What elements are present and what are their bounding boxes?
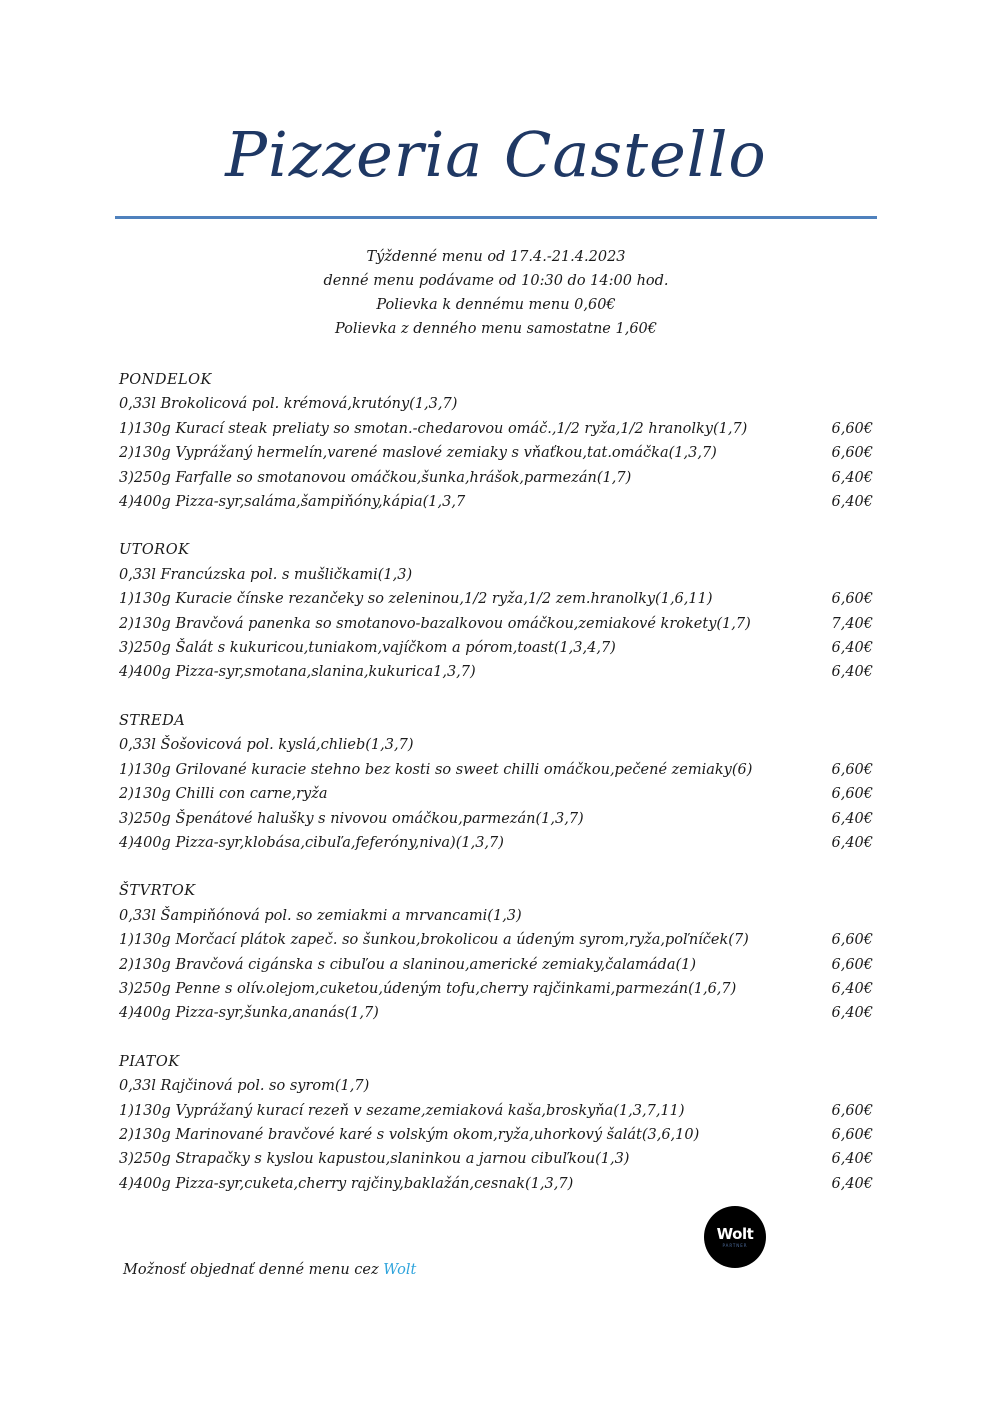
menu-item-text: 1)130g Grilované kuracie stehno bez kosti so sweet chilli omáčkou,pečené zemiaky(6) (119, 761, 753, 778)
day-name: STREDA (119, 712, 186, 729)
day-section-wednesday (119, 709, 879, 855)
menu-item-price: 6,40€ (831, 1151, 873, 1168)
menu-item-text: 2)130g Bravčová panenka so smotanovo-bazalkovou omáčkou,zemiakové krokety(1,7) (119, 615, 751, 632)
intro-line-soup-price: Polievka k dennému menu 0,60€ (376, 297, 616, 313)
menu-item (119, 928, 879, 952)
menu-item-text: 1)130g Vyprážaný kurací rezeň v sezame,zemiaková kaša,broskyňa(1,3,7,11) (119, 1102, 685, 1119)
menu-item (119, 466, 879, 490)
menu-item (119, 490, 879, 514)
restaurant-title: Pizzeria Castello (225, 118, 767, 191)
menu-item-price: 6,60€ (831, 1126, 873, 1143)
menu-item (119, 1123, 879, 1147)
menu-item-price: 6,40€ (831, 810, 873, 827)
menu-item-price: 7,40€ (831, 615, 873, 632)
intro-line-soup-standalone: Polievka z denného menu samostatne 1,60€ (335, 321, 657, 337)
menu-item-price: 6,60€ (831, 956, 873, 973)
menu-item-price: 6,60€ (831, 591, 873, 608)
day-soup: 0,33l Brokolicová pol. krémová,krutóny(1,3,7) (119, 396, 458, 413)
menu-item-price: 6,40€ (831, 664, 873, 681)
wolt-link[interactable]: Wolt (383, 1262, 417, 1278)
menu-item (119, 587, 879, 611)
menu-item-text: 4)400g Pizza-syr,klobása,cibuľa,feferóny,niva)(1,3,7) (119, 834, 504, 851)
menu-item (119, 831, 879, 855)
menu-intro (0, 245, 992, 341)
menu-item (119, 417, 879, 441)
menu-item-price: 6,60€ (831, 445, 873, 462)
footer-text: Možnosť objednať denné menu cez (123, 1262, 384, 1278)
intro-line-hours: denné menu podávame od 10:30 do 14:00 hod. (323, 273, 669, 289)
menu-item (119, 660, 879, 684)
day-name: ŠTVRTOK (119, 883, 196, 900)
menu-item-text: 2)130g Vyprážaný hermelín,varené maslové zemiaky s vňaťkou,tat.omáčka(1,3,7) (119, 445, 717, 462)
menu-item-text: 2)130g Chilli con carne,ryža (119, 786, 328, 803)
intro-line-week: Týždenné menu od 17.4.-21.4.2023 (366, 249, 626, 265)
title-divider (115, 216, 877, 219)
menu-item (119, 1001, 879, 1025)
menu-item-price: 6,40€ (831, 1175, 873, 1192)
menu-item-text: 1)130g Kuracie čínske rezančeky so zeleninou,1/2 ryža,1/2 zem.hranolky(1,6,11) (119, 591, 713, 608)
menu-item (119, 782, 879, 806)
menu-item (119, 758, 879, 782)
menu-item-text: 3)250g Šalát s kukuricou,tuniakom,vajíčkom a pórom,toast(1,3,4,7) (119, 640, 616, 657)
day-soup: 0,33l Rajčinová pol. so syrom(1,7) (119, 1078, 370, 1095)
menu-item-price: 6,60€ (831, 786, 873, 803)
menu-item-text: 4)400g Pizza-syr,šunka,ananás(1,7) (119, 1005, 379, 1022)
day-section-thursday (119, 879, 879, 1025)
menu-item-text: 3)250g Farfalle so smotanovou omáčkou,šunka,hrášok,parmezán(1,7) (119, 469, 632, 486)
menu-item-price: 6,40€ (831, 980, 873, 997)
menu-item-price: 6,60€ (831, 1102, 873, 1119)
wolt-partner-logo[interactable] (704, 1206, 766, 1268)
menu-item (119, 977, 879, 1001)
weekly-menu (119, 368, 879, 1220)
day-section-monday (119, 368, 879, 514)
menu-item-text: 1)130g Kurací steak preliaty so smotan.-chedarovou omáč.,1/2 ryža,1/2 hranolky(1,7) (119, 420, 748, 437)
menu-item-text: 2)130g Marinované bravčové karé s volským okom,ryža,uhorkový šalát(3,6,10) (119, 1126, 700, 1143)
day-soup: 0,33l Šošovicová pol. kyslá,chlieb(1,3,7) (119, 737, 414, 754)
day-name: UTOROK (119, 542, 190, 559)
menu-item-price: 6,40€ (831, 834, 873, 851)
menu-item-price: 6,40€ (831, 640, 873, 657)
menu-item (119, 953, 879, 977)
day-name: PONDELOK (119, 372, 212, 388)
menu-item (119, 1099, 879, 1123)
day-soup: 0,33l Šampiňónová pol. so zemiakmi a mrvancami(1,3) (119, 907, 522, 924)
menu-item-price: 6,60€ (831, 761, 873, 778)
menu-item-text: 3)250g Penne s olív.olejom,cuketou,údeným tofu,cherry rajčinkami,parmezán(1,6,7) (119, 980, 737, 997)
day-section-friday (119, 1050, 879, 1196)
menu-item-price: 6,60€ (831, 420, 873, 437)
day-name: PIATOK (119, 1053, 180, 1070)
menu-item-text: 4)400g Pizza-syr,smotana,slanina,kukurica1,3,7) (119, 664, 476, 681)
menu-item-text: 3)250g Strapačky s kyslou kapustou,slaninkou a jarnou cibuľkou(1,3) (119, 1151, 630, 1168)
day-section-tuesday (119, 538, 879, 684)
day-soup: 0,33l Francúzska pol. s mušličkami(1,3) (119, 566, 413, 583)
order-via-wolt-note (123, 1262, 416, 1278)
menu-item-price: 6,40€ (831, 469, 873, 486)
menu-item-price: 6,60€ (831, 932, 873, 949)
menu-item (119, 1172, 879, 1196)
menu-item-text: 1)130g Morčací plátok zapeč. so šunkou,brokolicou a údeným syrom,ryža,poľníček(7) (119, 932, 749, 949)
menu-item-text: 4)400g Pizza-syr,cuketa,cherry rajčiny,baklažán,cesnak(1,3,7) (119, 1175, 574, 1192)
menu-item-price: 6,40€ (831, 494, 873, 511)
wolt-logo-word: Wolt (716, 1225, 754, 1243)
menu-item (119, 1147, 879, 1171)
menu-item (119, 636, 879, 660)
wolt-logo-subtitle: PARTNER (722, 1243, 748, 1248)
menu-item (119, 807, 879, 831)
menu-item-price: 6,40€ (831, 1005, 873, 1022)
menu-item (119, 612, 879, 636)
menu-item-text: 4)400g Pizza-syr,saláma,šampiňóny,kápia(1,3,7 (119, 494, 466, 511)
menu-item-text: 3)250g Špenátové halušky s nivovou omáčkou,parmezán(1,3,7) (119, 810, 584, 827)
menu-item (119, 441, 879, 465)
menu-item-text: 2)130g Bravčová cigánska s cibuľou a slaninou,americké zemiaky,čalamáda(1) (119, 956, 697, 973)
